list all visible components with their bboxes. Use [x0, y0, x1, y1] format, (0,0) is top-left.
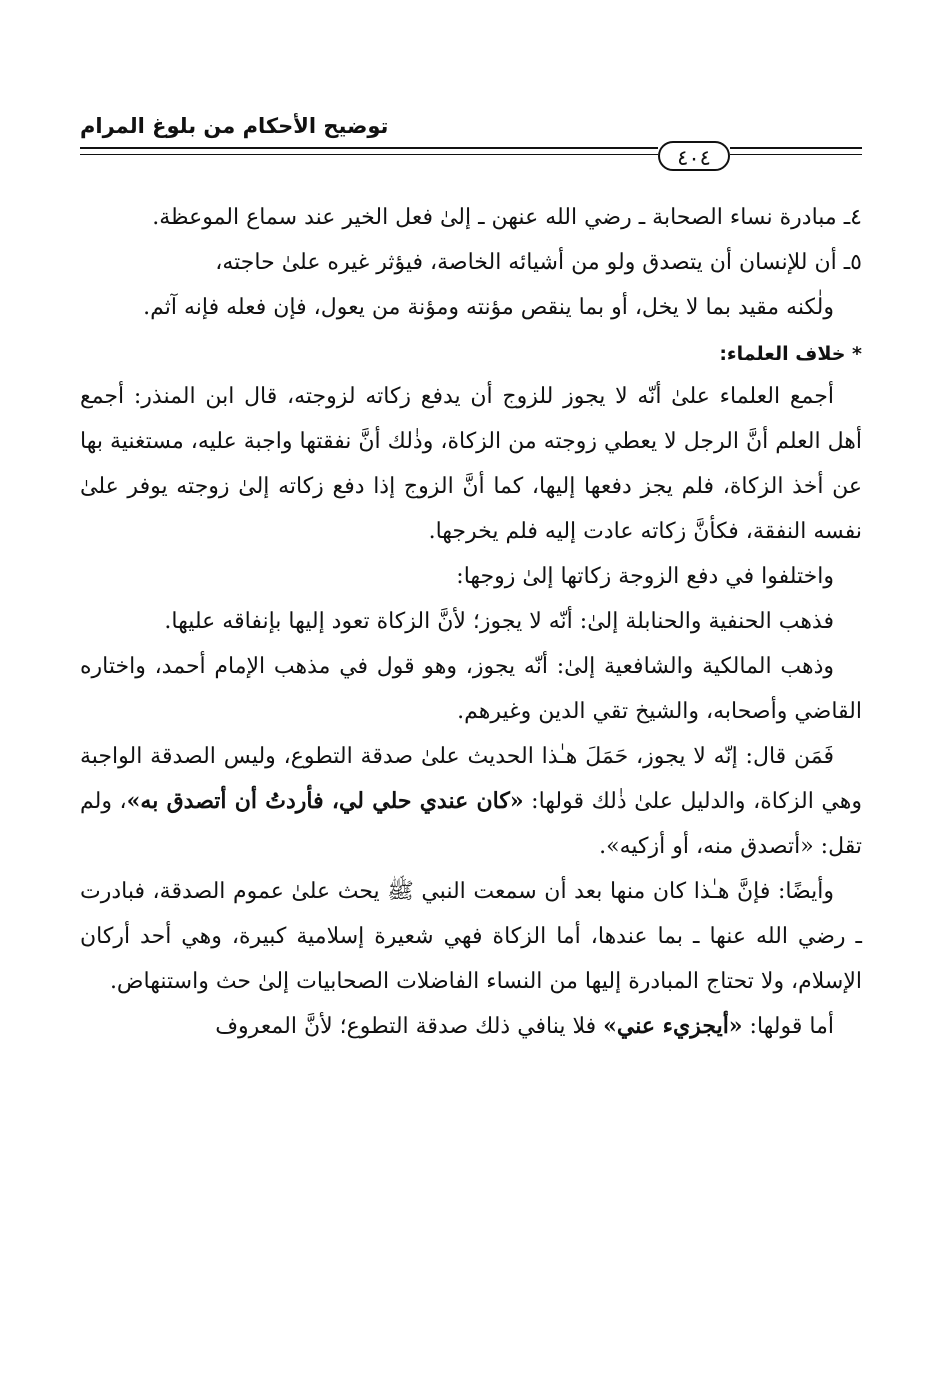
- paragraph-her-saying-text-a: أما قولها:: [742, 1014, 834, 1039]
- header-rule-right-bottom: [80, 154, 658, 155]
- hadith-quote-2: «أيجزيء عني»: [603, 1013, 743, 1039]
- list-item-text: ٥ـ أن للإنسان أن يتصدق ولو من أشيائه الخاصة، فيؤثر غيره علىٰ حاجته،: [215, 250, 862, 275]
- paragraph-her-saying: [80, 1004, 862, 1049]
- header-rule-far-top: [730, 147, 862, 149]
- page-header: [80, 108, 862, 178]
- paragraph-evidence: [80, 734, 862, 869]
- paragraph-consensus: أجمع العلماء علىٰ أنّه لا يجوز للزوج أن يدفع زكاته لزوجته، قال ابن المنذر: أجمع أهل العلم أنَّ الرجل لا يعطي زوجته من الزكاة، وذٰلك أنَّ نفقتها واجبة عليه، مستغنية بها عن أخذ الزكاة، فلم يجز دفعها إليها، كما أنَّ الزوج إذا دفع زكاته إلىٰ زوجته يوفر علىٰ نفسه النفقة، فكأنَّ زكاته عادت إليه فلم يخرجها.: [80, 384, 862, 544]
- hadith-quote: «كان عندي حلي لي، فأردتُ أن أتصدق به»: [126, 788, 524, 814]
- list-item-5: [80, 240, 862, 330]
- list-item-continuation: ولٰكنه مقيد بما لا يخل، أو بما ينقص مؤنته ومؤنة من يعول، فإن فعله فإنه آثم.: [143, 295, 834, 320]
- list-item-text: ٤ـ مبادرة نساء الصحابة ـ رضي الله عنهن ـ إلىٰ فعل الخير عند سماع الموعظة.: [152, 205, 862, 230]
- header-rule-far-bottom: [730, 154, 862, 155]
- paragraph-her-saying-text-b: فلا ينافي ذلك صدقة التطوع؛ لأنَّ المعروف: [215, 1014, 604, 1039]
- book-title: توضيح الأحكام من بلوغ المرام: [80, 114, 389, 138]
- section-heading: * خلاف العلماء:: [719, 343, 862, 365]
- paragraph-hanafi-hanbali: فذهب الحنفية والحنابلة إلىٰ: أنّه لا يجوز؛ لأنَّ الزكاة تعود إليها بإنفاقه عليها.: [164, 609, 834, 634]
- paragraph-also: وأيضًا: فإنَّ هـٰذا كان منها بعد أن سمعت النبي ﷺ يحث علىٰ عموم الصدقة، فبادرت ـ رضي الله عنها ـ بما عندها، أما الزكاة فهي شعيرة إسلامية كبيرة، وهي أحد أركان الإسلام، ولا تحتاج المبادرة إليها من النساء الفاضلات الصحابيات إلىٰ حث واستنهاض.: [80, 879, 862, 994]
- paragraph-evidence-text-a: فَمَن قال: إنّه لا يجوز، حَمَلَ هـٰذا الحديث علىٰ صدقة التطوع، وليس الصدقة الواجبة وهي الزكاة، والدليل علىٰ ذٰلك قولها:: [80, 744, 862, 814]
- page-body: [80, 195, 862, 1049]
- paragraph-disagreement: واختلفوا في دفع الزوجة زكاتها إلىٰ زوجها:: [456, 564, 834, 589]
- paragraph-evidence-text-b: ، ولم تقل: «أتصدق منه، أو أزكيه».: [80, 789, 862, 859]
- page-number: ٤٠٤: [658, 141, 730, 171]
- list-item-4: [80, 195, 862, 240]
- paragraph-maliki-shafii: وذهب المالكية والشافعية إلىٰ: أنّه يجوز، وهو قول في مذهب الإمام أحمد، واختاره القاضي وأصحابه، والشيخ تقي الدين وغيرهم.: [80, 654, 862, 724]
- header-rule-right-top: [80, 147, 658, 149]
